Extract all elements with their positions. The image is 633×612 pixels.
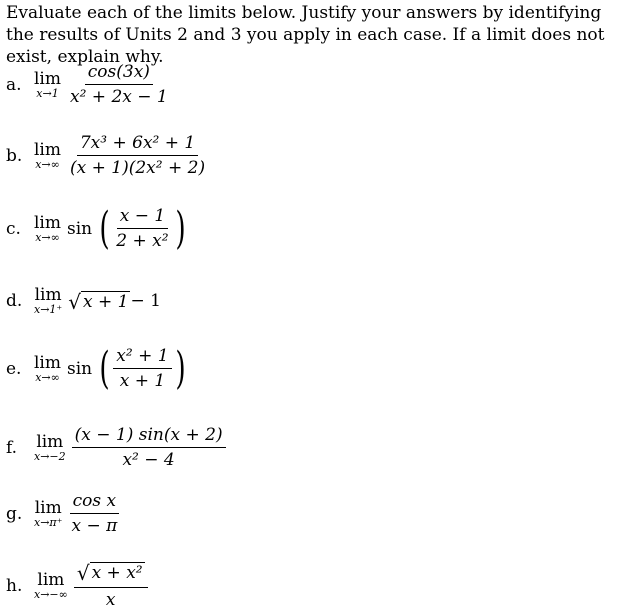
problem-g xyxy=(6,491,120,536)
fraction xyxy=(74,562,148,610)
radical-sign: √ xyxy=(76,561,90,585)
fraction xyxy=(113,206,171,251)
lim-word: lim xyxy=(37,570,65,590)
lim-word: lim xyxy=(34,68,61,89)
fraction xyxy=(67,62,171,107)
problem-label: d. xyxy=(6,291,23,311)
problem-b xyxy=(6,133,208,178)
denominator: x² − 4 xyxy=(122,450,175,470)
fraction xyxy=(113,346,171,391)
instructions-text: Evaluate each of the limits below. Justify your answers by identifying the results of Units 2 and 3 you apply in each case. If a limit does not exist, explain why. xyxy=(6,3,605,67)
lim-word: lim xyxy=(34,285,62,305)
problem-a xyxy=(6,62,171,107)
limit-subscript: x→−2 xyxy=(34,449,66,463)
limit-subscript: x→π⁺ xyxy=(34,515,63,529)
function-name: sin xyxy=(67,218,93,239)
numerator xyxy=(74,562,148,588)
numerator: cos x xyxy=(70,491,119,514)
problem-c xyxy=(6,202,189,254)
right-paren: ) xyxy=(175,342,186,394)
limit-subscript: x→∞ xyxy=(35,370,60,384)
numerator: (x − 1) sin(x + 2) xyxy=(72,425,226,448)
limit-operator xyxy=(34,141,61,171)
problem-e xyxy=(6,342,189,394)
right-paren: ) xyxy=(175,202,186,254)
limit-operator xyxy=(34,499,62,529)
lim-word: lim xyxy=(36,431,64,452)
problem-d xyxy=(6,286,161,316)
lim-word: lim xyxy=(34,352,61,373)
fraction xyxy=(68,491,120,536)
problem-h xyxy=(6,562,148,610)
limit-subscript: x→1 xyxy=(36,86,59,100)
function-name: sin xyxy=(67,358,93,379)
limit-operator xyxy=(34,354,61,384)
expression-tail: − 1 xyxy=(130,291,161,311)
numerator: cos(3x) xyxy=(85,62,153,85)
numerator: 7x³ + 6x² + 1 xyxy=(77,133,198,156)
problem-label: f. xyxy=(6,437,18,458)
denominator: x − π xyxy=(71,516,118,536)
problem-label: h. xyxy=(6,576,23,596)
fraction xyxy=(67,133,208,178)
denominator: x xyxy=(105,590,116,610)
lim-word: lim xyxy=(34,497,62,518)
problem-label: a. xyxy=(6,74,22,95)
limit-operator xyxy=(34,433,66,463)
numerator: x² + 1 xyxy=(113,346,171,369)
square-root xyxy=(68,291,130,312)
square-root xyxy=(77,562,145,583)
numerator: x − 1 xyxy=(117,206,168,229)
denominator: (x + 1)(2x² + 2) xyxy=(70,158,206,178)
radical-sign: √ xyxy=(68,289,81,314)
limit-subscript: x→∞ xyxy=(35,230,60,244)
fraction xyxy=(72,425,226,470)
left-paren: ( xyxy=(99,342,110,394)
denominator: 2 + x² xyxy=(116,231,169,251)
limit-subscript: x→1⁺ xyxy=(34,303,63,316)
left-paren: ( xyxy=(99,202,110,254)
limit-subscript: x→−∞ xyxy=(34,588,68,601)
problem-label: e. xyxy=(6,358,22,379)
limit-operator xyxy=(34,571,68,601)
radicand: x + x² xyxy=(91,563,143,583)
problem-f xyxy=(6,425,226,470)
limit-subscript: x→∞ xyxy=(35,157,60,171)
lim-word: lim xyxy=(34,139,61,160)
limit-operator xyxy=(34,214,61,244)
problem-label: c. xyxy=(6,218,21,239)
problem-label: b. xyxy=(6,145,23,166)
problem-label: g. xyxy=(6,503,23,524)
limit-operator xyxy=(34,286,62,316)
limit-operator xyxy=(34,70,61,100)
radicand: x + 1 xyxy=(82,291,129,312)
denominator: x² + 2x − 1 xyxy=(70,87,168,107)
denominator: x + 1 xyxy=(119,371,166,391)
lim-word: lim xyxy=(34,212,61,233)
